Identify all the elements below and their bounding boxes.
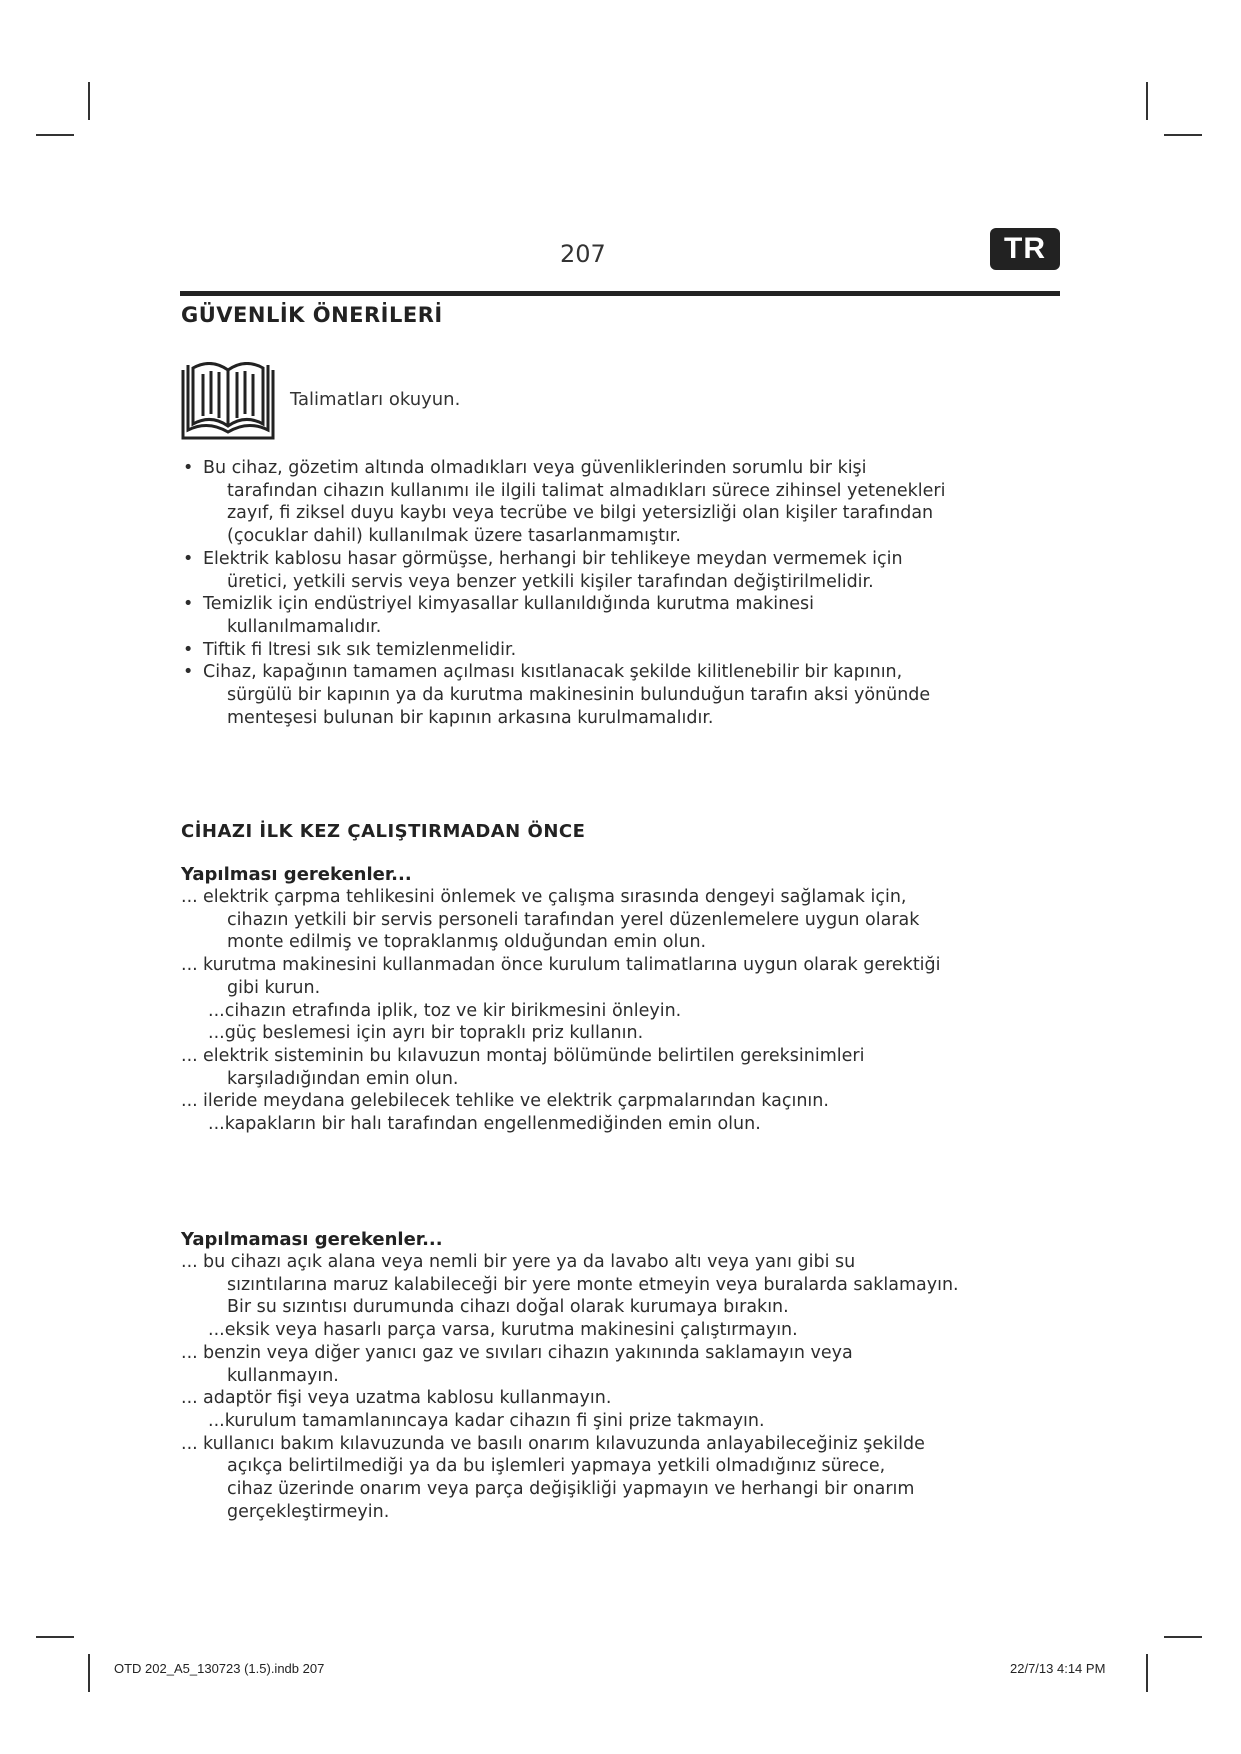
list-marker: ... (181, 887, 198, 907)
list-item-line: elektrik çarpma tehlikesini önlemek ve çalışma sırasında dengeyi sağlamak için, (203, 887, 907, 907)
list-marker: ... (181, 1342, 198, 1363)
list-item-line: sürgülü bir kapının ya da kurutma makinesinin bulunduğun tarafın aksi yönünde (227, 685, 931, 706)
footer-file-info: OTD 202_A5_130723 (1.5).indb 207 (114, 1661, 325, 1676)
list-marker: ... (208, 1320, 225, 1341)
list-marker: ... (181, 1045, 198, 1066)
list-item-line: monte edilmiş ve topraklanmış olduğundan emin olun. (227, 932, 707, 953)
read-instructions-note: Talimatları okuyun. (290, 389, 461, 410)
donts-list (181, 1251, 1081, 1523)
list-item-line: ileride meydana gelebilecek tehlike ve elektrik çarpmalarından kaçının. (203, 1091, 829, 1112)
footer-timestamp: 22/7/13 4:14 PM (1010, 1661, 1106, 1676)
list-marker: ... (181, 955, 198, 976)
list-item-line: (çocuklar dahil) kullanılmak üzere tasarlanmamıştır. (227, 526, 681, 547)
crop-mark (88, 1654, 90, 1692)
list-item-line: kapakların bir halı tarafından engellenmediğinden emin olun. (224, 1114, 761, 1135)
crop-mark (1164, 1636, 1202, 1638)
page-number: 207 (560, 240, 606, 268)
crop-mark (1146, 82, 1148, 120)
list-item (181, 593, 1081, 638)
language-badge: TR (990, 228, 1060, 270)
list-item-line: bu cihazı açık alana veya nemli bir yere ya da lavabo altı veya yanı gibi su (203, 1252, 856, 1272)
list-marker: ... (208, 1000, 225, 1021)
list-item-line: Tiftik fi ltresi sık sık temizlenmelidir. (203, 639, 517, 660)
list-item (181, 1410, 1081, 1433)
header-rule (180, 291, 1060, 296)
list-item (181, 639, 1081, 662)
list-marker: • (183, 594, 194, 615)
book-icon (181, 362, 275, 440)
list-item-line: gerçekleştirmeyin. (227, 1501, 390, 1522)
list-marker: ... (208, 1114, 225, 1135)
list-item (181, 1045, 1081, 1090)
list-item-line: açıkça belirtilmediği ya da bu işlemleri yapmaya yetkili olmadığınız sürece, (227, 1456, 886, 1477)
crop-mark (36, 1636, 74, 1638)
list-item-line: üretici, yetkili servis veya benzer yetkili kişiler tarafından değiştirilmelidir. (227, 571, 874, 592)
dos-heading: Yapılması gerekenler... (181, 864, 412, 885)
list-marker: ... (181, 1388, 198, 1409)
list-item (181, 1387, 1081, 1410)
crop-mark (1146, 1654, 1148, 1692)
list-marker: • (183, 548, 194, 569)
list-item-line: kullanmayın. (227, 1365, 339, 1386)
list-item (181, 1090, 1081, 1113)
list-item (181, 1342, 1081, 1387)
list-item-line: Bir su sızıntısı durumunda cihazı doğal olarak kurumaya bırakın. (227, 1297, 789, 1318)
list-item-line: Cihaz, kapağının tamamen açılması kısıtlanacak şekilde kilitlenebilir bir kapının, (203, 662, 903, 683)
donts-heading: Yapılmaması gerekenler... (181, 1229, 443, 1250)
safety-list (181, 457, 1081, 729)
list-marker: ... (181, 1091, 198, 1112)
list-marker: • (183, 662, 194, 683)
list-item-line: elektrik sisteminin bu kılavuzun montaj bölümünde belirtilen gereksinimleri (203, 1045, 865, 1066)
list-item (181, 1251, 1081, 1319)
list-item-line: Temizlik için endüstriyel kimyasallar kullanıldığında kurutma makinesi (203, 594, 814, 615)
dos-list (181, 886, 1081, 1136)
list-item-line: kullanıcı bakım kılavuzunda ve basılı onarım kılavuzunda anlayabileceğiniz şekilde (203, 1433, 925, 1454)
list-item (181, 661, 1081, 729)
list-item-line: Elektrik kablosu hasar görmüşse, herhangi bir tehlikeye meydan vermemek için (203, 548, 903, 569)
list-marker: ... (181, 1252, 198, 1272)
list-item-line: kurulum tamamlanıncaya kadar cihazın fi şini prize takmayın. (224, 1410, 765, 1431)
list-item-line: kurutma makinesini kullanmadan önce kurulum talimatlarına uygun olarak gerektiği (203, 955, 941, 976)
before-first-use-heading: CİHAZI İLK KEZ ÇALIŞTIRMADAN ÖNCE (181, 821, 586, 842)
list-item-line: adaptör fişi veya uzatma kablosu kullanmayın. (203, 1388, 612, 1409)
list-item-line: tarafından cihazın kullanımı ile ilgili talimat almadıkları sürece zihinsel yetenekleri (227, 480, 946, 501)
list-marker: ... (181, 1433, 198, 1454)
list-item (181, 1000, 1081, 1023)
list-item (181, 548, 1081, 593)
list-item (181, 1433, 1081, 1524)
list-item-line: kullanılmamalıdır. (227, 616, 382, 637)
list-marker: ... (208, 1023, 225, 1044)
list-item (181, 1319, 1081, 1342)
list-item-line: menteşesi bulunan bir kapının arkasına kurulmamalıdır. (227, 707, 714, 728)
list-marker: • (183, 639, 194, 660)
list-item (181, 457, 1081, 548)
list-item-line: gibi kurun. (227, 977, 321, 998)
crop-mark (1164, 134, 1202, 136)
list-item (181, 954, 1081, 999)
list-item-line: cihazın yetkili bir servis personeli tarafından yerel düzenlemelere uygun olarak (227, 909, 920, 930)
list-item-line: eksik veya hasarlı parça varsa, kurutma makinesini çalıştırmayın. (224, 1320, 798, 1341)
list-item-line: benzin veya diğer yanıcı gaz ve sıvıları cihazın yakınında saklamayın veya (203, 1342, 853, 1363)
list-item-line: cihaz üzerinde onarım veya parça değişikliği yapmayın ve herhangi bir onarım (227, 1479, 915, 1500)
list-item-line: zayıf, fi ziksel duyu kaybı veya tecrübe ve bilgi yetersizliği olan kişiler tarafından (227, 503, 934, 524)
crop-mark (36, 134, 74, 136)
crop-mark (88, 82, 90, 120)
list-marker: • (183, 458, 194, 478)
list-item-line: cihazın etrafında iplik, toz ve kir birikmesini önleyin. (224, 1000, 682, 1021)
list-item (181, 886, 1081, 954)
list-item (181, 1022, 1081, 1045)
list-item-line: güç beslemesi için ayrı bir topraklı priz kullanın. (224, 1023, 644, 1044)
list-item-line: sızıntılarına maruz kalabileceği bir yere monte etmeyin veya buralarda saklamayın. (227, 1274, 959, 1295)
safety-heading: GÜVENLİK ÖNERİLERİ (181, 303, 443, 327)
list-item-line: Bu cihaz, gözetim altında olmadıkları veya güvenliklerinden sorumlu bir kişi (203, 458, 867, 478)
list-item (181, 1113, 1081, 1136)
list-marker: ... (208, 1410, 225, 1431)
list-item-line: karşıladığından emin olun. (227, 1068, 459, 1089)
